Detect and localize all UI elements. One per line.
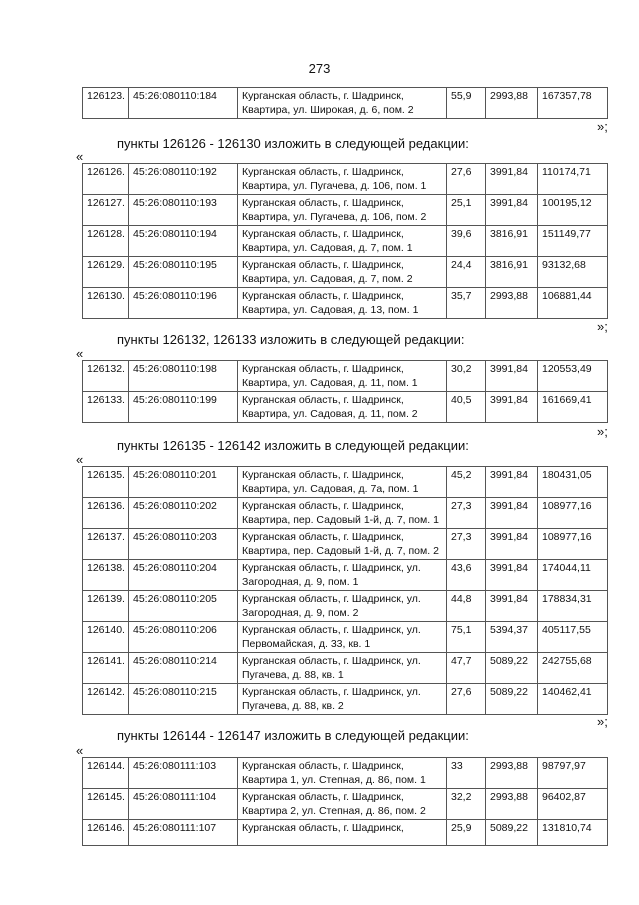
table-row — [83, 820, 608, 846]
address-cell: Курганская область, г. Шадринск, Квартира, ул. Садовая, д. 11, пом. 1 — [238, 361, 447, 392]
table-row — [83, 226, 608, 257]
item-number-cell: 126129. — [83, 257, 129, 288]
item-number-cell: 126130. — [83, 288, 129, 319]
page-number: 273 — [308, 61, 331, 76]
area-cell: 55,9 — [447, 88, 486, 119]
closing-quote: »; — [597, 119, 608, 134]
table-row — [83, 653, 608, 684]
table-row — [83, 164, 608, 195]
section-heading: пункты 126135 - 126142 изложить в следующей редакции: — [117, 438, 469, 453]
opening-quote: « — [76, 346, 84, 361]
cadastral-number-cell: 45:26:080110:205 — [129, 591, 238, 622]
area-cell: 27,3 — [447, 498, 486, 529]
address-cell: Курганская область, г. Шадринск, Квартира, пер. Садовый 1-й, д. 7, пом. 2 — [238, 529, 447, 560]
cadastral-value-cell: 110174,71 — [538, 164, 608, 195]
unit-value-cell: 3991,84 — [486, 560, 538, 591]
item-number-cell: 126139. — [83, 591, 129, 622]
area-cell: 33 — [447, 758, 486, 789]
unit-value-cell: 2993,88 — [486, 288, 538, 319]
item-number-cell: 126146. — [83, 820, 129, 846]
address-cell: Курганская область, г. Шадринск, ул. Пугачева, д. 88, кв. 2 — [238, 684, 447, 715]
table-row — [83, 591, 608, 622]
table-row — [83, 622, 608, 653]
area-cell: 24,4 — [447, 257, 486, 288]
table-row — [83, 529, 608, 560]
unit-value-cell: 2993,88 — [486, 88, 538, 119]
unit-value-cell: 5394,37 — [486, 622, 538, 653]
table-row — [83, 257, 608, 288]
cadastral-number-cell: 45:26:080110:215 — [129, 684, 238, 715]
cadastral-number-cell: 45:26:080110:201 — [129, 467, 238, 498]
cadastral-number-cell: 45:26:080110:203 — [129, 529, 238, 560]
cadastral-value-cell: 167357,78 — [538, 88, 608, 119]
area-cell: 27,3 — [447, 529, 486, 560]
item-number-cell: 126144. — [83, 758, 129, 789]
cadastral-value-cell: 174044,11 — [538, 560, 608, 591]
area-cell: 39,6 — [447, 226, 486, 257]
cadastral-value-cell: 96402,87 — [538, 789, 608, 820]
item-number-cell: 126127. — [83, 195, 129, 226]
address-cell: Курганская область, г. Шадринск, ул. Загородная, д. 9, пом. 2 — [238, 591, 447, 622]
closing-quote: »; — [597, 424, 608, 439]
closing-quote: »; — [597, 714, 608, 729]
unit-value-cell: 3991,84 — [486, 361, 538, 392]
area-cell: 32,2 — [447, 789, 486, 820]
table-row — [83, 467, 608, 498]
item-number-cell: 126142. — [83, 684, 129, 715]
item-number-cell: 126140. — [83, 622, 129, 653]
item-number-cell: 126141. — [83, 653, 129, 684]
item-number-cell: 126145. — [83, 789, 129, 820]
cadastral-value-cell: 120553,49 — [538, 361, 608, 392]
item-number-cell: 126136. — [83, 498, 129, 529]
cadastral-number-cell: 45:26:080111:107 — [129, 820, 238, 846]
area-cell: 45,2 — [447, 467, 486, 498]
table-row — [83, 789, 608, 820]
area-cell: 27,6 — [447, 684, 486, 715]
cadastral-value-cell: 98797,97 — [538, 758, 608, 789]
address-cell: Курганская область, г. Шадринск, Квартира, ул. Садовая, д. 11, пом. 2 — [238, 392, 447, 423]
cadastral-value-cell: 178834,31 — [538, 591, 608, 622]
section-heading: пункты 126144 - 126147 изложить в следующей редакции: — [117, 728, 469, 743]
cadastral-value-cell: 108977,16 — [538, 529, 608, 560]
cadastral-number-cell: 45:26:080110:184 — [129, 88, 238, 119]
items-table — [82, 87, 608, 119]
cadastral-number-cell: 45:26:080111:104 — [129, 789, 238, 820]
item-number-cell: 126135. — [83, 467, 129, 498]
table-row — [83, 758, 608, 789]
area-cell: 75,1 — [447, 622, 486, 653]
address-cell: Курганская область, г. Шадринск, Квартира, ул. Садовая, д. 7, пом. 2 — [238, 257, 447, 288]
address-cell: Курганская область, г. Шадринск, — [238, 820, 447, 846]
unit-value-cell: 5089,22 — [486, 653, 538, 684]
cadastral-value-cell: 100195,12 — [538, 195, 608, 226]
address-cell: Курганская область, г. Шадринск, Квартира, пер. Садовый 1-й, д. 7, пом. 1 — [238, 498, 447, 529]
unit-value-cell: 2993,88 — [486, 758, 538, 789]
address-cell: Курганская область, г. Шадринск, ул. Загородная, д. 9, пом. 1 — [238, 560, 447, 591]
item-number-cell: 126128. — [83, 226, 129, 257]
area-cell: 44,8 — [447, 591, 486, 622]
cadastral-value-cell: 93132,68 — [538, 257, 608, 288]
area-cell: 27,6 — [447, 164, 486, 195]
address-cell: Курганская область, г. Шадринск, ул. Пугачева, д. 88, кв. 1 — [238, 653, 447, 684]
item-number-cell: 126133. — [83, 392, 129, 423]
area-cell: 40,5 — [447, 392, 486, 423]
area-cell: 47,7 — [447, 653, 486, 684]
cadastral-value-cell: 131810,74 — [538, 820, 608, 846]
address-cell: Курганская область, г. Шадринск, Квартира 1, ул. Степная, д. 86, пом. 1 — [238, 758, 447, 789]
table-row — [83, 361, 608, 392]
item-number-cell: 126126. — [83, 164, 129, 195]
unit-value-cell: 3991,84 — [486, 195, 538, 226]
table-row — [83, 392, 608, 423]
cadastral-number-cell: 45:26:080110:194 — [129, 226, 238, 257]
address-cell: Курганская область, г. Шадринск, Квартира, ул. Широкая, д. 6, пом. 2 — [238, 88, 447, 119]
area-cell: 25,1 — [447, 195, 486, 226]
unit-value-cell: 3991,84 — [486, 164, 538, 195]
address-cell: Курганская область, г. Шадринск, Квартира, ул. Садовая, д. 7а, пом. 1 — [238, 467, 447, 498]
unit-value-cell: 3816,91 — [486, 257, 538, 288]
unit-value-cell: 3816,91 — [486, 226, 538, 257]
cadastral-value-cell: 242755,68 — [538, 653, 608, 684]
table-row — [83, 288, 608, 319]
items-table — [82, 757, 608, 846]
cadastral-value-cell: 108977,16 — [538, 498, 608, 529]
item-number-cell: 126123. — [83, 88, 129, 119]
unit-value-cell: 5089,22 — [486, 820, 538, 846]
cadastral-number-cell: 45:26:080110:214 — [129, 653, 238, 684]
item-number-cell: 126137. — [83, 529, 129, 560]
unit-value-cell: 3991,84 — [486, 467, 538, 498]
area-cell: 43,6 — [447, 560, 486, 591]
unit-value-cell: 3991,84 — [486, 498, 538, 529]
opening-quote: « — [76, 452, 84, 467]
cadastral-number-cell: 45:26:080111:103 — [129, 758, 238, 789]
area-cell: 30,2 — [447, 361, 486, 392]
items-table — [82, 163, 608, 319]
address-cell: Курганская область, г. Шадринск, Квартира, ул. Пугачева, д. 106, пом. 2 — [238, 195, 447, 226]
cadastral-value-cell: 180431,05 — [538, 467, 608, 498]
table-row — [83, 684, 608, 715]
cadastral-number-cell: 45:26:080110:199 — [129, 392, 238, 423]
cadastral-value-cell: 140462,41 — [538, 684, 608, 715]
cadastral-value-cell: 405117,55 — [538, 622, 608, 653]
cadastral-value-cell: 161669,41 — [538, 392, 608, 423]
address-cell: Курганская область, г. Шадринск, Квартира, ул. Пугачева, д. 106, пом. 1 — [238, 164, 447, 195]
item-number-cell: 126138. — [83, 560, 129, 591]
cadastral-value-cell: 151149,77 — [538, 226, 608, 257]
cadastral-number-cell: 45:26:080110:193 — [129, 195, 238, 226]
unit-value-cell: 2993,88 — [486, 789, 538, 820]
section-heading: пункты 126126 - 126130 изложить в следующей редакции: — [117, 136, 469, 151]
opening-quote: « — [76, 149, 84, 164]
unit-value-cell: 3991,84 — [486, 529, 538, 560]
cadastral-value-cell: 106881,44 — [538, 288, 608, 319]
area-cell: 25,9 — [447, 820, 486, 846]
cadastral-number-cell: 45:26:080110:192 — [129, 164, 238, 195]
cadastral-number-cell: 45:26:080110:204 — [129, 560, 238, 591]
table-row — [83, 498, 608, 529]
unit-value-cell: 3991,84 — [486, 591, 538, 622]
cadastral-number-cell: 45:26:080110:202 — [129, 498, 238, 529]
closing-quote: »; — [597, 319, 608, 334]
section-heading: пункты 126132, 126133 изложить в следующей редакции: — [117, 332, 465, 347]
table-row — [83, 88, 608, 119]
table-row — [83, 195, 608, 226]
address-cell: Курганская область, г. Шадринск, Квартира 2, ул. Степная, д. 86, пом. 2 — [238, 789, 447, 820]
address-cell: Курганская область, г. Шадринск, Квартира, ул. Садовая, д. 13, пом. 1 — [238, 288, 447, 319]
area-cell: 35,7 — [447, 288, 486, 319]
item-number-cell: 126132. — [83, 361, 129, 392]
items-table — [82, 360, 608, 423]
table-row — [83, 560, 608, 591]
cadastral-number-cell: 45:26:080110:196 — [129, 288, 238, 319]
unit-value-cell: 5089,22 — [486, 684, 538, 715]
opening-quote: « — [76, 743, 84, 758]
address-cell: Курганская область, г. Шадринск, ул. Первомайская, д. 33, кв. 1 — [238, 622, 447, 653]
address-cell: Курганская область, г. Шадринск, Квартира, ул. Садовая, д. 7, пом. 1 — [238, 226, 447, 257]
cadastral-number-cell: 45:26:080110:195 — [129, 257, 238, 288]
cadastral-number-cell: 45:26:080110:198 — [129, 361, 238, 392]
items-table — [82, 466, 608, 715]
unit-value-cell: 3991,84 — [486, 392, 538, 423]
cadastral-number-cell: 45:26:080110:206 — [129, 622, 238, 653]
